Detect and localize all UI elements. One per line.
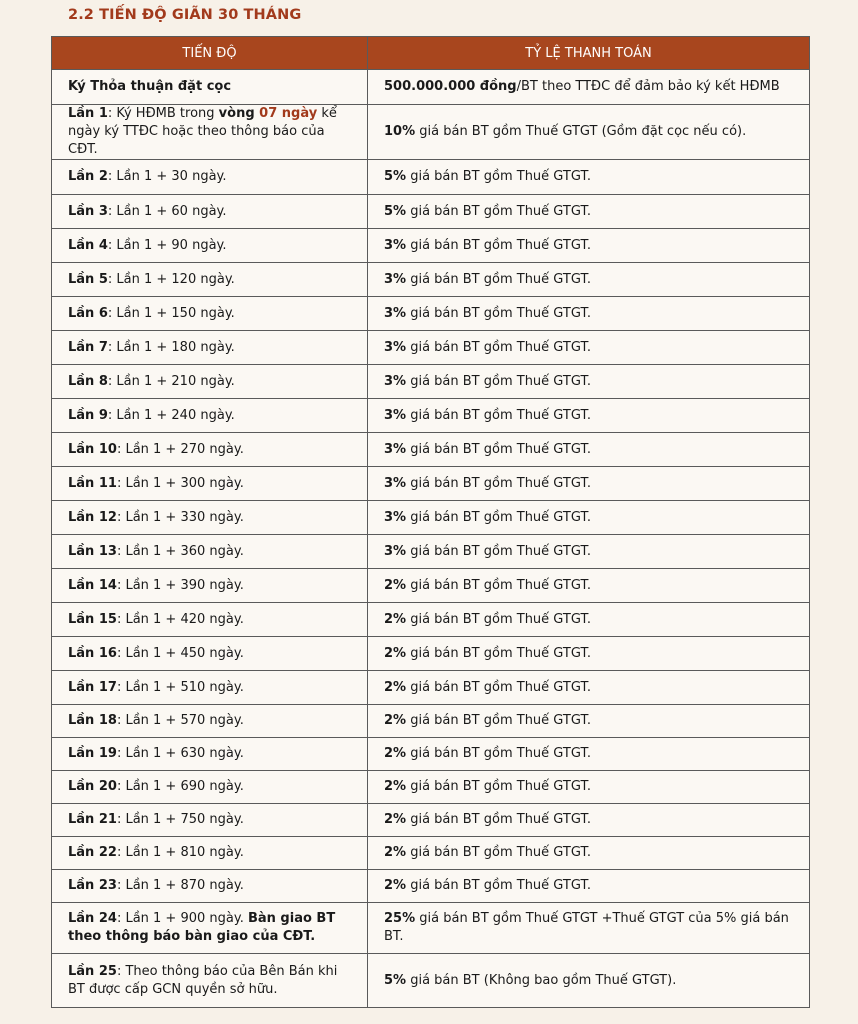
payment-cell <box>368 195 810 229</box>
bold-text: 3% <box>384 237 407 253</box>
bold-text: Lần 6 <box>68 305 108 321</box>
table-row <box>52 903 810 954</box>
payment-cell <box>368 705 810 738</box>
text-segment: : Lần 1 + 570 ngày. <box>116 713 244 728</box>
text-segment: : Ký HĐMB trong <box>107 106 219 121</box>
bold-text: 3% <box>384 441 407 457</box>
payment-cell <box>368 603 810 637</box>
table-row <box>52 535 810 569</box>
progress-cell <box>52 837 368 870</box>
progress-cell <box>52 365 368 399</box>
payment-cell <box>368 501 810 535</box>
progress-cell <box>52 297 368 331</box>
table-header-row <box>52 37 810 70</box>
bold-text: Lần 18 <box>68 713 117 728</box>
table-row <box>52 70 810 105</box>
progress-cell <box>52 160 368 195</box>
text-segment: giá bán BT (Không bao gồm Thuế GTGT). <box>406 972 677 988</box>
bold-text: 3% <box>384 373 407 389</box>
payment-cell <box>368 771 810 804</box>
header-progress: TIẾN ĐỘ <box>52 37 368 70</box>
progress-cell <box>52 331 368 365</box>
payment-cell <box>368 535 810 569</box>
progress-cell <box>52 399 368 433</box>
table-row <box>52 297 810 331</box>
text-segment: : Lần 1 + 420 ngày. <box>116 611 244 627</box>
payment-cell <box>368 870 810 903</box>
payment-cell <box>368 804 810 837</box>
text-segment: giá bán BT gồm Thuế GTGT. <box>406 611 591 627</box>
bold-text: Lần 17 <box>68 679 117 695</box>
text-segment: : Lần 1 + 300 ngày. <box>116 475 244 491</box>
table-row <box>52 433 810 467</box>
progress-cell <box>52 263 368 297</box>
bold-text: 3% <box>384 509 407 525</box>
progress-cell <box>52 954 368 1008</box>
bold-text: vòng <box>218 106 260 121</box>
progress-cell <box>52 804 368 837</box>
bold-text: Lần 23 <box>68 878 117 893</box>
bold-text: Lần 15 <box>68 611 117 627</box>
table-row <box>52 365 810 399</box>
payment-cell <box>368 433 810 467</box>
bold-text: Lần 25 <box>68 963 117 979</box>
progress-cell <box>52 738 368 771</box>
text-segment: : Theo thông báo của Bên Bán khi BT được cấp GCN quyền sở hữu. <box>68 963 338 997</box>
bold-text: Lần 16 <box>68 645 117 661</box>
progress-cell <box>52 603 368 637</box>
bold-text: 2% <box>384 713 407 728</box>
progress-cell <box>52 705 368 738</box>
bold-text: 5% <box>384 169 407 184</box>
text-segment: : Lần 1 + 150 ngày. <box>107 305 235 321</box>
progress-cell <box>52 637 368 671</box>
text-segment: giá bán BT gồm Thuế GTGT. <box>406 407 591 423</box>
text-segment: : Lần 1 + 690 ngày. <box>116 779 244 794</box>
bold-text: 2% <box>384 746 407 761</box>
bold-text: 2% <box>384 779 407 794</box>
bold-text: Lần 4 <box>68 237 108 253</box>
text-segment: giá bán BT gồm Thuế GTGT. <box>406 339 591 355</box>
bold-text: Lần 13 <box>68 543 117 559</box>
bold-text: Lần 3 <box>68 203 108 219</box>
progress-cell <box>52 903 368 954</box>
text-segment: : Lần 1 + 330 ngày. <box>116 509 244 525</box>
text-segment: giá bán BT gồm Thuế GTGT. <box>406 203 591 219</box>
bold-text: Ký Thỏa thuận đặt cọc <box>68 79 232 94</box>
table-row <box>52 705 810 738</box>
text-segment: : Lần 1 + 210 ngày. <box>107 373 235 389</box>
progress-cell <box>52 771 368 804</box>
table-row <box>52 837 810 870</box>
text-segment: giá bán BT gồm Thuế GTGT. <box>406 878 591 893</box>
table-row <box>52 331 810 365</box>
table-row <box>52 195 810 229</box>
text-segment: : Lần 1 + 450 ngày. <box>116 645 244 661</box>
table-row <box>52 637 810 671</box>
table-body <box>52 70 810 1008</box>
bold-text: Lần 24 <box>68 911 117 926</box>
payment-cell <box>368 738 810 771</box>
bold-text: Lần 10 <box>68 441 117 457</box>
text-segment: : Lần 1 + 900 ngày. <box>116 911 248 926</box>
progress-cell <box>52 195 368 229</box>
payment-cell <box>368 637 810 671</box>
payment-cell <box>368 954 810 1008</box>
bold-text: Lần 1 <box>68 106 108 121</box>
progress-cell <box>52 433 368 467</box>
bold-text: Lần 20 <box>68 779 117 794</box>
table-row <box>52 569 810 603</box>
text-segment: giá bán BT gồm Thuế GTGT. <box>406 305 591 321</box>
table-row <box>52 954 810 1008</box>
table-row <box>52 467 810 501</box>
payment-cell <box>368 365 810 399</box>
bold-text: 5% <box>384 972 407 988</box>
text-segment: giá bán BT gồm Thuế GTGT. <box>406 812 591 827</box>
bold-text: 2% <box>384 679 407 695</box>
text-segment: giá bán BT gồm Thuế GTGT. <box>406 475 591 491</box>
bold-text: Lần 21 <box>68 812 117 827</box>
bold-text: Lần 2 <box>68 169 108 184</box>
payment-cell <box>368 467 810 501</box>
bold-text: 3% <box>384 339 407 355</box>
bold-text: 3% <box>384 305 407 321</box>
text-segment: : Lần 1 + 180 ngày. <box>107 339 235 355</box>
bold-text: 3% <box>384 271 407 287</box>
table-row <box>52 671 810 705</box>
bold-text: 2% <box>384 845 407 860</box>
text-segment: kể ngày ký TTĐC hoặc theo thông báo của CĐT. <box>68 106 337 157</box>
payment-cell <box>368 671 810 705</box>
bold-text: 2% <box>384 878 407 893</box>
text-segment: : Lần 1 + 60 ngày. <box>107 203 227 219</box>
payment-cell <box>368 399 810 433</box>
progress-cell <box>52 229 368 263</box>
text-segment: giá bán BT gồm Thuế GTGT. <box>406 543 591 559</box>
text-segment: : Lần 1 + 510 ngày. <box>116 679 244 695</box>
bold-text: Lần 12 <box>68 509 117 525</box>
bold-text: Lần 19 <box>68 746 117 761</box>
payment-cell <box>368 105 810 160</box>
payment-cell <box>368 903 810 954</box>
table-row <box>52 603 810 637</box>
progress-cell <box>52 870 368 903</box>
progress-cell <box>52 535 368 569</box>
text-segment: giá bán BT gồm Thuế GTGT +Thuế GTGT của 5% giá bán BT. <box>384 911 789 944</box>
payment-cell <box>368 331 810 365</box>
bold-text: 500.000.000 đồng <box>384 79 517 94</box>
table-row <box>52 870 810 903</box>
bold-text: 5% <box>384 203 407 219</box>
text-segment: /BT theo TTĐC để đảm bảo ký kết HĐMB <box>516 79 780 94</box>
text-segment: : Lần 1 + 120 ngày. <box>107 271 235 287</box>
bold-text: 10% <box>384 124 416 139</box>
bold-text: 2% <box>384 812 407 827</box>
text-segment: giá bán BT gồm Thuế GTGT. <box>406 237 591 253</box>
text-segment: giá bán BT gồm Thuế GTGT. <box>406 373 591 389</box>
text-segment: giá bán BT gồm Thuế GTGT. <box>406 271 591 287</box>
bold-text: Lần 7 <box>68 339 108 355</box>
bold-text: 2% <box>384 611 407 627</box>
text-segment: giá bán BT gồm Thuế GTGT. <box>406 713 591 728</box>
table-row <box>52 738 810 771</box>
progress-cell <box>52 467 368 501</box>
table-row <box>52 804 810 837</box>
text-segment: giá bán BT gồm Thuế GTGT. <box>406 441 591 457</box>
progress-cell <box>52 569 368 603</box>
text-segment: : Lần 1 + 240 ngày. <box>107 407 235 423</box>
bold-text: 25% <box>384 911 416 926</box>
text-segment: giá bán BT gồm Thuế GTGT. <box>406 845 591 860</box>
payment-cell <box>368 297 810 331</box>
progress-cell <box>52 105 368 160</box>
table-row <box>52 160 810 195</box>
text-segment: giá bán BT gồm Thuế GTGT. <box>406 645 591 661</box>
table-row <box>52 399 810 433</box>
table-row <box>52 105 810 160</box>
bold-text: Bàn giao BT theo thông báo bàn giao của CĐT. <box>68 911 336 944</box>
progress-cell <box>52 671 368 705</box>
text-segment: giá bán BT gồm Thuế GTGT. <box>406 169 591 184</box>
bold-text: Lần 14 <box>68 577 117 593</box>
header-payment-rate: TỶ LỆ THANH TOÁN <box>368 37 810 70</box>
text-segment: giá bán BT gồm Thuế GTGT. <box>406 679 591 695</box>
text-segment: giá bán BT gồm Thuế GTGT. <box>406 577 591 593</box>
text-segment: : Lần 1 + 630 ngày. <box>116 746 244 761</box>
bold-text: Lần 9 <box>68 407 108 423</box>
text-segment: : Lần 1 + 90 ngày. <box>107 237 227 253</box>
text-segment: : Lần 1 + 360 ngày. <box>116 543 244 559</box>
bold-text: Lần 8 <box>68 373 108 389</box>
text-segment: : Lần 1 + 870 ngày. <box>116 878 244 893</box>
table-row <box>52 229 810 263</box>
payment-cell <box>368 569 810 603</box>
text-segment: : Lần 1 + 390 ngày. <box>116 577 244 593</box>
bold-text: Lần 5 <box>68 271 108 287</box>
bold-text: Lần 22 <box>68 845 117 860</box>
payment-cell <box>368 160 810 195</box>
text-segment: giá bán BT gồm Thuế GTGT (Gồm đặt cọc nếu có). <box>415 124 747 139</box>
text-segment: giá bán BT gồm Thuế GTGT. <box>406 509 591 525</box>
text-segment: giá bán BT gồm Thuế GTGT. <box>406 779 591 794</box>
bold-text: 2% <box>384 645 407 661</box>
bold-text: 3% <box>384 475 407 491</box>
table-row <box>52 263 810 297</box>
bold-text: Lần 11 <box>68 475 117 491</box>
table-row <box>52 501 810 535</box>
payment-cell <box>368 70 810 105</box>
text-segment: : Lần 1 + 810 ngày. <box>116 845 244 860</box>
payment-cell <box>368 837 810 870</box>
payment-cell <box>368 263 810 297</box>
table-row <box>52 771 810 804</box>
payment-cell <box>368 229 810 263</box>
bold-text: 3% <box>384 407 407 423</box>
highlight-text: 07 ngày <box>259 106 318 121</box>
progress-cell <box>52 70 368 105</box>
text-segment: giá bán BT gồm Thuế GTGT. <box>406 746 591 761</box>
text-segment: : Lần 1 + 270 ngày. <box>116 441 244 457</box>
bold-text: 3% <box>384 543 407 559</box>
bold-text: 2% <box>384 577 407 593</box>
text-segment: : Lần 1 + 750 ngày. <box>116 812 244 827</box>
progress-cell <box>52 501 368 535</box>
payment-schedule-table <box>51 36 810 1008</box>
text-segment: : Lần 1 + 30 ngày. <box>107 169 227 184</box>
section-title: 2.2 TIẾN ĐỘ GIÃN 30 THÁNG <box>68 7 302 23</box>
